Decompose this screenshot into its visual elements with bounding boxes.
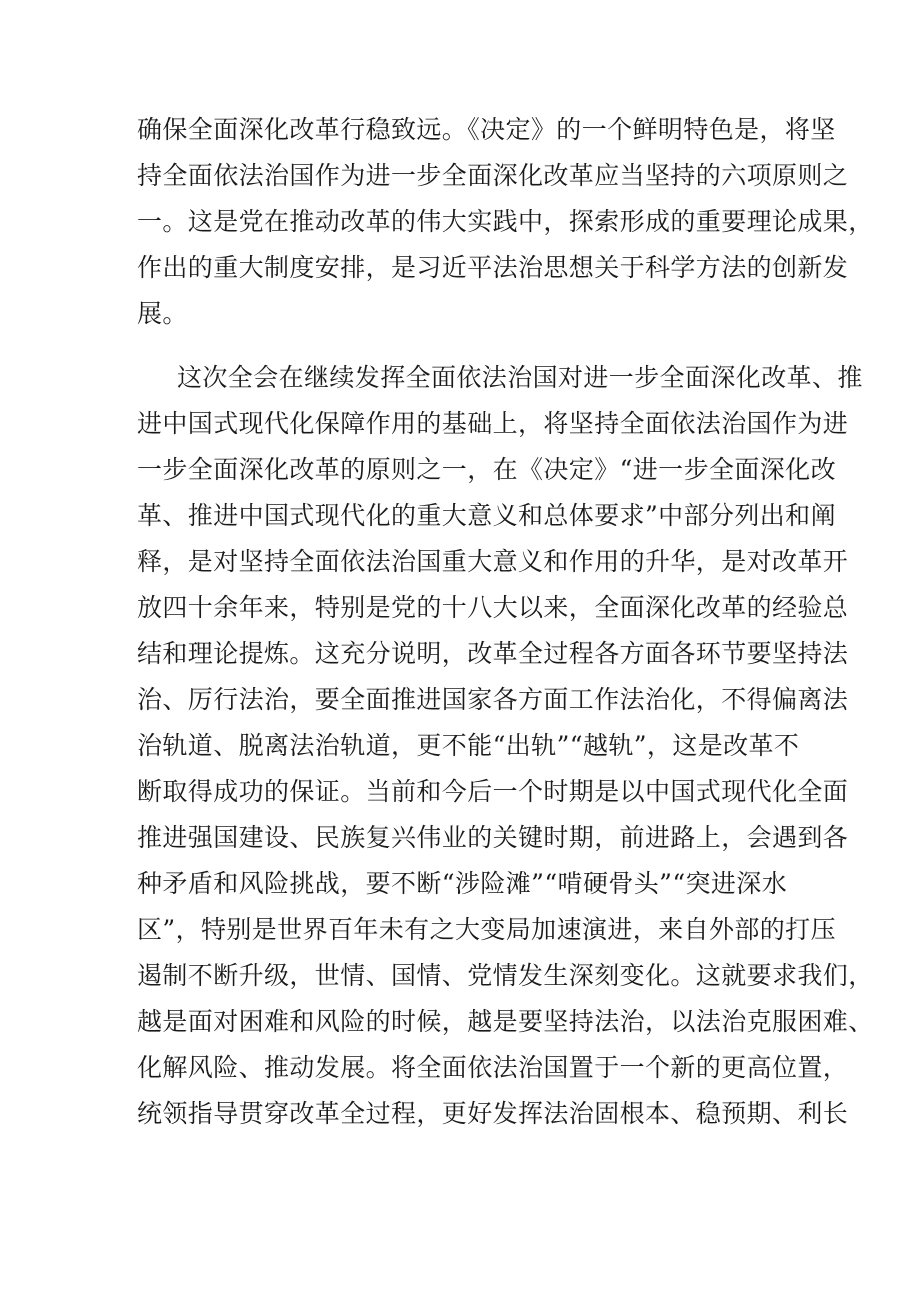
paragraph-1-line-4: 作出的重大制度安排，是习近平法治思想关于科学方法的创新发 xyxy=(137,253,849,282)
paragraph-2-line-7: 结和理论提炼。这充分说明，改革全过程各方面各环节要坚持法 xyxy=(137,639,849,668)
paragraph-1-line-1: 确保全面深化改革行稳致远。《决定》的一个鲜明特色是，将坚 xyxy=(137,115,836,144)
paragraph-2-line-12: 种矛盾和风险挑战，要不断“涉险滩”“啃硬骨头”“突进深水 xyxy=(137,869,788,898)
paragraph-2-line-11: 推进强国建设、民族复兴伟业的关键时期，前进路上，会遇到各 xyxy=(137,823,849,852)
paragraph-2-line-2: 进中国式现代化保障作用的基础上，将坚持全面依法治国作为进 xyxy=(137,409,849,438)
paragraph-2-line-9: 治轨道、脱离法治轨道，更不能“出轨”“越轨”，这是改革不 xyxy=(137,731,800,760)
paragraph-2-line-10: 断取得成功的保证。当前和今后一个时期是以中国式现代化全面 xyxy=(137,777,849,806)
paragraph-2-line-13: 区”，特别是世界百年未有之大变局加速演进，来自外部的打压 xyxy=(137,915,836,944)
paragraph-2-line-15: 越是面对困难和风险的时候，越是要坚持法治，以法治克服困难、 xyxy=(137,1007,874,1036)
paragraph-2-line-17: 统领指导贯穿改革全过程，更好发挥法治固根本、稳预期、利长 xyxy=(137,1099,849,1128)
paragraph-2-line-4: 革、推进中国式现代化的重大意义和总体要求”中部分列出和阐 xyxy=(137,501,836,530)
paragraph-2-line-14: 遏制不断升级，世情、国情、党情发生深刻变化。这就要求我们， xyxy=(137,961,874,990)
paragraph-2-line-1: 这次全会在继续发挥全面依法治国对进一步全面深化改革、推 xyxy=(177,363,863,392)
paragraph-1-line-2: 持全面依法治国作为进一步全面深化改革应当坚持的六项原则之 xyxy=(137,161,849,190)
paragraph-2-line-3: 一步全面深化改革的原则之一，在《决定》“进一步全面深化改 xyxy=(137,455,836,484)
paragraph-2-line-16: 化解风险、推动发展。将全面依法治国置于一个新的更高位置， xyxy=(137,1053,849,1082)
paragraph-1-line-5: 展。 xyxy=(137,299,188,328)
paragraph-1-line-3: 一。这是党在推动改革的伟大实践中，探索形成的重要理论成果， xyxy=(137,207,874,236)
paragraph-2-line-5: 释，是对坚持全面依法治国重大意义和作用的升华，是对改革开 xyxy=(137,547,849,576)
paragraph-2-line-8: 治、厉行法治，要全面推进国家各方面工作法治化，不得偏离法 xyxy=(137,685,849,714)
paragraph-2-line-6: 放四十余年来，特别是党的十八大以来，全面深化改革的经验总 xyxy=(137,593,849,622)
